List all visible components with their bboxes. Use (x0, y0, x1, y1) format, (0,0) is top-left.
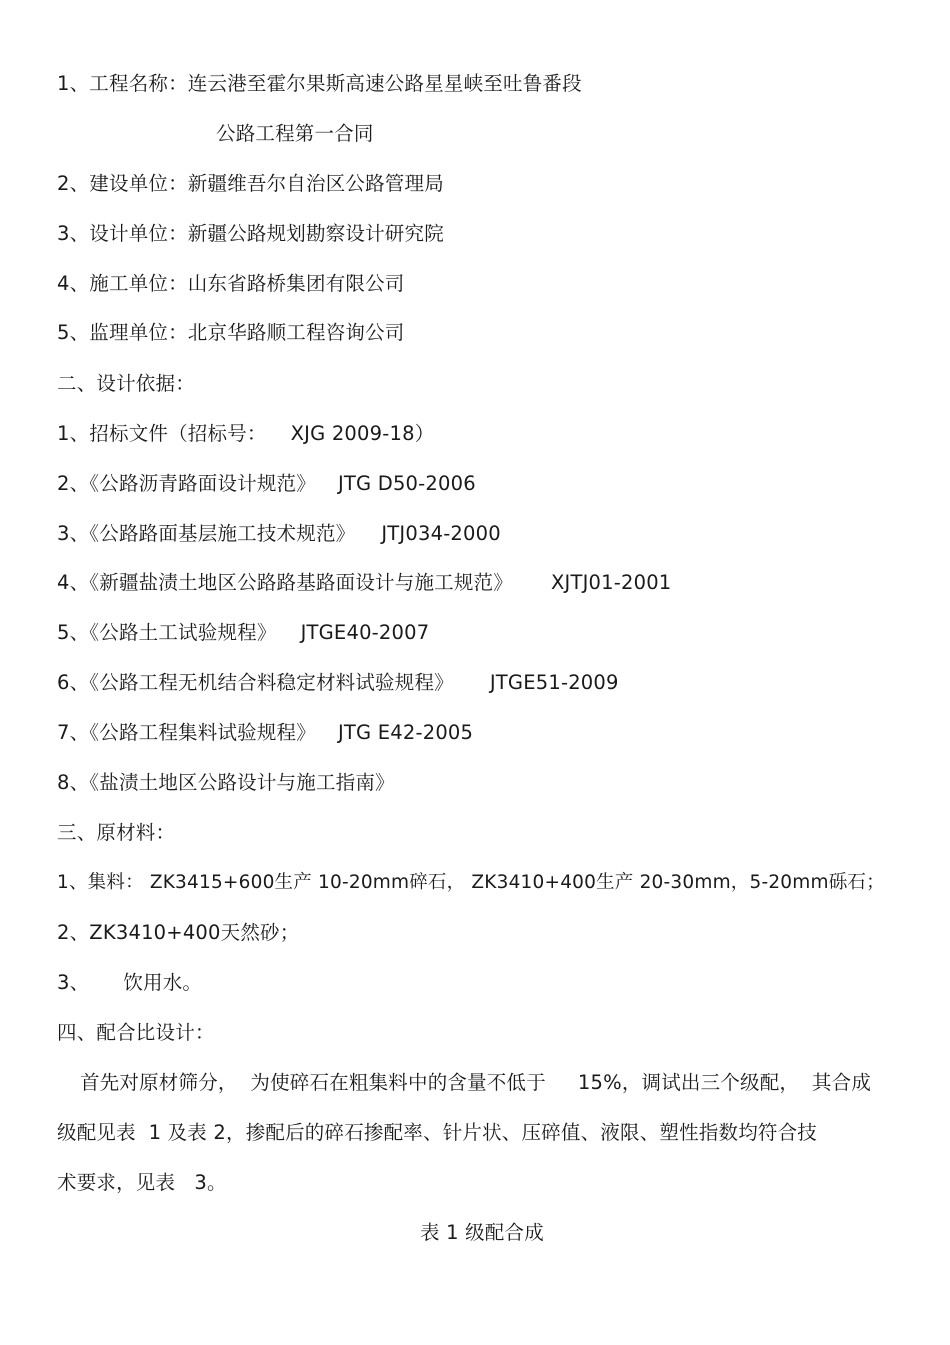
sand-line: 2、ZK3410+400天然砂； (57, 921, 300, 944)
basis-item-title: 1、招标文件（招标号： (57, 422, 267, 445)
table-caption: 表 1 级配合成 (420, 1221, 544, 1244)
water-item-number: 3、 (57, 971, 90, 994)
basis-item (57, 770, 395, 796)
contractor-line: 4、施工单位：山东省路桥集团有限公司 (57, 272, 405, 295)
basis-item-code: JTJ034-2000 (381, 522, 501, 545)
basis-item-title: 8、《盐渍土地区公路设计与施工指南》 (57, 771, 395, 794)
project-name-line: 1、工程名称：连云港至霍尔果斯高速公路星星峡至吐鲁番段 (57, 72, 582, 95)
designer-line: 3、设计单位：新疆公路规划勘察设计研究院 (57, 222, 444, 245)
basis-item-title: 2、《公路沥青路面设计规范》 (57, 472, 316, 495)
basis-item (57, 521, 501, 547)
basis-item (57, 421, 434, 447)
basis-item-code: JTG D50-2006 (337, 472, 476, 495)
mix-paragraph-line-1: 首先对原材筛分， 为使碎石在粗集料中的含量不低于 15%，调试出三个级配， 其合成 (80, 1071, 872, 1094)
mix-design-heading: 四、配合比设计： (57, 1021, 215, 1044)
basis-item-code: XJG 2009-18） (290, 422, 435, 445)
raw-materials-heading: 三、原材料： (57, 821, 176, 844)
basis-item-title: 5、《公路土工试验规程》 (57, 621, 277, 644)
water-item-text: 饮用水。 (123, 971, 203, 994)
project-name-continuation: 公路工程第一合同 (216, 122, 374, 145)
basis-item-code: JTG E42-2005 (337, 721, 474, 744)
owner-line: 2、建设单位：新疆维吾尔自治区公路管理局 (57, 172, 444, 195)
aggregate-line: 1、集料： ZK3415+600生产 10-20mm碎石， ZK3410+400生产 20-30mm，5-20mm砾石； (57, 872, 885, 893)
basis-item (57, 670, 619, 696)
basis-item-title: 7、《公路工程集料试验规程》 (57, 721, 316, 744)
supervisor-line: 5、监理单位：北京华路顺工程咨询公司 (57, 321, 405, 344)
basis-item-code: XJTJ01-2001 (550, 571, 672, 594)
basis-item-title: 4、《新疆盐渍土地区公路路基路面设计与施工规范》 (57, 571, 513, 594)
basis-item-title: 6、《公路工程无机结合料稳定材料试验规程》 (57, 671, 454, 694)
basis-item-code: JTGE40-2007 (300, 621, 430, 644)
mix-paragraph-line-2: 级配见表 1 及表 2，掺配后的碎石掺配率、针片状、压碎值、液限、塑性指数均符合技 (57, 1121, 818, 1144)
basis-item-code: JTGE51-2009 (489, 671, 619, 694)
water-line (57, 970, 202, 996)
basis-item (57, 720, 473, 746)
basis-item (57, 471, 476, 497)
basis-item-title: 3、《公路路面基层施工技术规范》 (57, 522, 356, 545)
basis-item (57, 570, 671, 596)
design-basis-heading: 二、设计依据： (57, 372, 195, 395)
basis-item (57, 620, 429, 646)
mix-paragraph-line-3: 术要求，见表 3。 (57, 1171, 227, 1194)
